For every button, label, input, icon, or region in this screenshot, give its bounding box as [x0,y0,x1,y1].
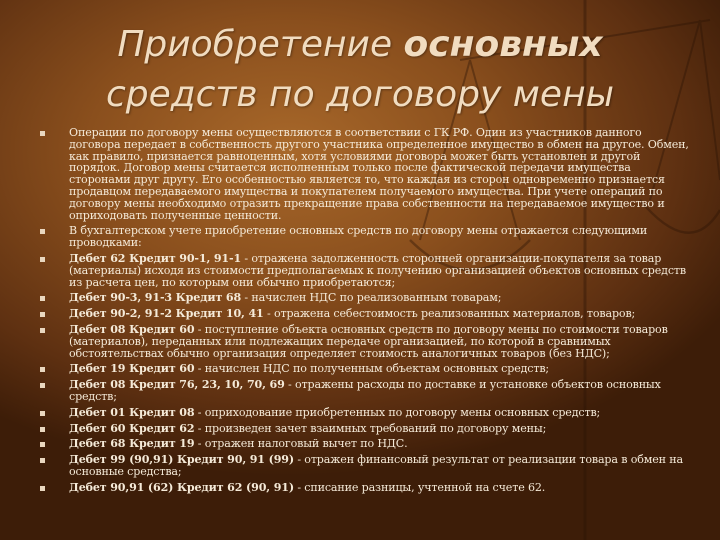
square-bullet-icon [40,328,45,333]
square-bullet-icon [40,131,45,136]
bullet-list [40,127,692,498]
list-item [40,423,692,435]
square-bullet-icon [40,411,45,416]
list-item [40,407,692,419]
title-line2: средств по договору мены [105,74,615,115]
square-bullet-icon [40,312,45,317]
item-bold: Дебет 68 Кредит 19 [69,437,195,451]
list-item [40,454,692,478]
item-bold: Дебет 99 (90,91) Кредит 90, 91 (99) [69,453,294,467]
item-text: - начислен НДС по реализованным товарам; [241,291,502,305]
list-item [40,363,692,375]
list-item [40,225,692,249]
item-bold: Дебет 90-3, 91-3 Кредит 68 [69,291,242,305]
title-line1-bold: основных [403,24,603,65]
item-text: - поступление объекта основных средств по договору мены по стоимости товаров (материалов), переданных или подлежащих передаче организацией, по которой в сравнимых обстоятельствах обычно организация определяет стоимость аналогичных товаров (без НДС); [69,322,668,360]
item-text: - отражен финансовый результат от реализации товара в обмен на основные средства; [69,453,683,478]
square-bullet-icon [40,427,45,432]
item-bold: Дебет 90-2, 91-2 Кредит 10, 41 [69,307,264,321]
item-text: - отражен налоговый вычет по НДС. [194,437,408,451]
item-bold: Дебет 62 Кредит 90-1, 91-1 [69,251,242,265]
list-item [40,127,692,221]
square-bullet-icon [40,383,45,388]
slide-title [100,20,620,120]
list-item [40,253,692,288]
item-bold: Дебет 19 Кредит 60 [69,362,195,376]
item-text: - отражены расходы по доставке и установке объектов основных средств; [69,378,661,403]
item-text: - оприходование приобретенных по договору мены основных средств; [194,405,601,419]
square-bullet-icon [40,296,45,301]
list-item [40,482,692,494]
item-bold: Дебет 08 Кредит 60 [69,322,195,336]
square-bullet-icon [40,367,45,372]
item-bold: Дебет 01 Кредит 08 [69,405,195,419]
item-text: Операции по договору мены осуществляются в соответствии с ГК РФ. Один из участников данного договора передает в собственность другого участника определенное имущество в обмен на другое. Обмен, как правило, признается равноценным, хотя условиями договора может быть установлен и другой порядок. Договор мены считается исполненным только после фактической передачи имущества сторонами друг другу. Его особенностью является то, что каждая из сторон одновременно признается продавцом передаваемого имущества и покупателем получаемого имущества. При учете операций по договору мены необходимо отразить прекращение права собственности на передаваемое имущество и оприходовать полученные ценности. [69,126,689,222]
list-item [40,324,692,359]
item-text: - произведен зачет взаимных требований по договору мены; [194,421,547,435]
item-text: - начислен НДС по полученным объектам основных средств; [194,362,550,376]
item-text: - списание разницы, учтенной на счете 62. [293,480,546,494]
item-bold: Дебет 60 Кредит 62 [69,421,195,435]
item-bold: Дебет 90,91 (62) Кредит 62 (90, 91) [69,480,294,494]
list-item [40,292,692,304]
list-item [40,308,692,320]
square-bullet-icon [40,458,45,463]
list-item [40,379,692,403]
item-bold: Дебет 08 Кредит 76, 23, 10, 70, 69 [69,378,285,392]
item-text: В бухгалтерском учете приобретение основных средств по договору мены отражается следующими проводками: [69,224,648,250]
square-bullet-icon [40,229,45,234]
square-bullet-icon [40,486,45,491]
square-bullet-icon [40,257,45,262]
item-text: - отражена задолженность сторонней организации-покупателя за товар (материалы) исходя из стоимости предполагаемых к получению организацией объектов основных средств из расчета цен, по которым они обычно приобретаются; [69,251,686,289]
square-bullet-icon [40,442,45,447]
item-text: - отражена себестоимость реализованных материалов, товаров; [263,307,636,321]
list-item [40,438,692,450]
title-line1-normal: Приобретение [117,24,404,65]
